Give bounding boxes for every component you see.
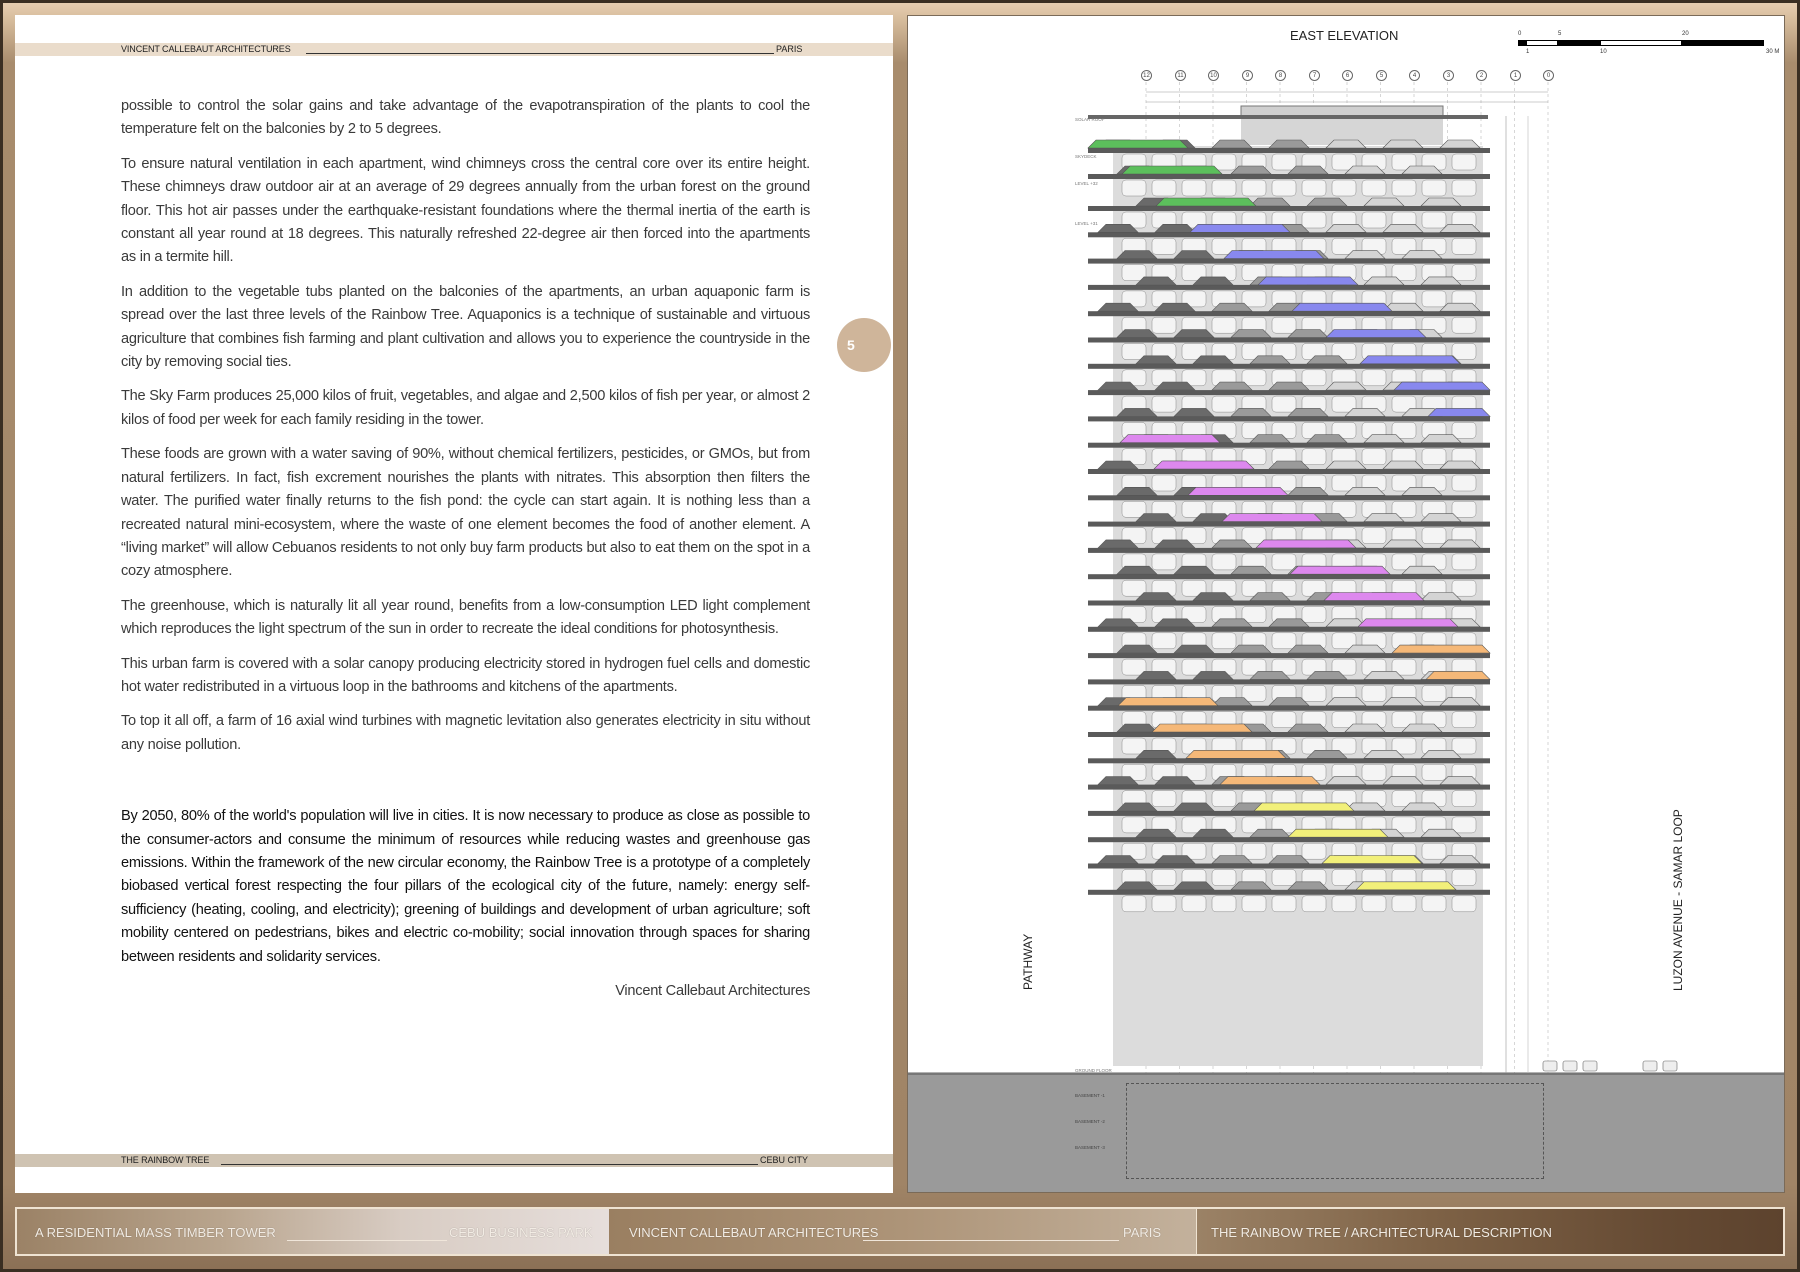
grid-axis-bubble: 4 — [1409, 70, 1420, 81]
street-label-pathway: PATHWAY — [1021, 933, 1035, 990]
basement-outline — [1126, 1083, 1544, 1179]
level-label: SKYDECK — [1075, 154, 1097, 159]
page-header — [15, 43, 893, 56]
header-left: VINCENT CALLEBAUT ARCHITECTURES — [121, 44, 291, 54]
level-label: GROUND FLOOR — [1075, 1068, 1112, 1073]
conclusion-paragraph: By 2050, 80% of the world's population will live in cities. It is now necessary to produce as close as possible to the consumer-actors and consume the minimum of resources while reducing wastes and greenhouse gas emissions. Within the framework of the new circular economy, the Rainbow Tree is a prototype of a completely biobased vertical forest respecting the four pillars of the ecological city of the future, namely: energy self-sufficiency (heating, cooling, and electricity); greening of buildings and development of urban agriculture; soft mobility centered on pedestrians, bikes and electric co-mobility; social innovation through spaces for sharing between residents and solidarity services. — [121, 808, 810, 965]
paragraph: To ensure natural ventilation in each apartment, wind chimneys cross the central core over its entire height. These chimneys draw outdoor air at an average of 29 degrees annually from the urban forest on the ground floor. This hot air passes under the earthquake-resistant foundations where the thermal inertia of the earth is constant all year round at 18 degrees. This naturally refreshed 22-degree air then forced into the apartments as in a termite hill. — [121, 155, 810, 266]
paragraph: In addition to the vegetable tubs planted on the balconies of the apartments, an urban aquaponic farm is spread over the last three levels of the Rainbow Tree. Aquaponics is a technique of sustainable and virtuous agriculture that combines fish farming and plant cultivation and allows you to experience the countryside in the city by removing social ties. — [121, 283, 810, 371]
project-subtitle: A RESIDENTIAL MASS TIMBER TOWER — [35, 1225, 276, 1240]
document-title: THE RAINBOW TREE / ARCHITECTURAL DESCRIPTION — [1211, 1225, 1552, 1240]
scale-label: 1 — [1526, 49, 1530, 55]
bar-rule — [863, 1240, 1119, 1241]
level-label: LEVEL +32 — [1075, 181, 1098, 186]
basement-label: BASEMENT -1 — [1075, 1093, 1105, 1098]
grid-axis-bubble: 2 — [1476, 70, 1487, 81]
paragraph: possible to control the solar gains and take advantage of the evapotranspiration of the plants to cool the temperature felt on the balconies by 2 to 5 degrees. — [121, 98, 810, 138]
header-right: PARIS — [776, 44, 803, 54]
bar-rule — [287, 1240, 447, 1241]
page-number-badge: 5 — [837, 318, 891, 372]
paragraph: To top it all off, a farm of 16 axial wind turbines with magnetic levitation also generates electricity in situ without any noise pollution. — [121, 713, 810, 753]
bottom-bar-project — [17, 1209, 609, 1254]
scale-label: 10 — [1600, 49, 1607, 55]
tower-elevation-graphic — [908, 16, 1785, 1193]
footer-right: CEBU CITY — [760, 1155, 809, 1165]
bottom-bar-firm — [609, 1209, 1197, 1254]
grid-axis-bubble: 7 — [1309, 70, 1320, 81]
bottom-bar-document — [1197, 1209, 1783, 1254]
basement-label: BASEMENT -2 — [1075, 1119, 1105, 1124]
scale-label: 0 — [1518, 31, 1522, 37]
paragraph: These foods are grown with a water saving of 90%, without chemical fertilizers, pesticides, or GMOs, but from natural fertilizers. In fact, fish excrement nourishes the plants with nitrates. This absorption then filters the water. The purified water finally returns to the fish pond: the cycle can start again. It is nothing less than a recreated natural mini-ecosystem, where the waste of one element becomes the food of another element. A “living market” will allow Cebuanos residents to not only buy farm products but also to eat them on the spot in a cozy atmosphere. — [121, 446, 810, 580]
bottom-title-bar — [15, 1207, 1785, 1256]
project-location: CEBU BUSINESS PARK — [449, 1225, 593, 1240]
grid-axis-bubble: 3 — [1443, 70, 1454, 81]
footer-left: THE RAINBOW TREE — [121, 1155, 210, 1165]
grid-axis-bubble: 6 — [1342, 70, 1353, 81]
level-label: LEVEL +31 — [1075, 221, 1098, 226]
grid-axis-bubble: 1 — [1510, 70, 1521, 81]
grid-axis-bubble: 9 — [1242, 70, 1253, 81]
grid-axis-bubble: 10 — [1208, 70, 1219, 81]
text-page — [15, 15, 893, 1193]
scale-label: 20 — [1682, 31, 1689, 37]
paragraph: The greenhouse, which is naturally lit all year round, benefits from a low-consumption LED light complement which reproduces the light spectrum of the sun in order to recreate the ideal conditions for photosynthesis. — [121, 597, 810, 638]
street-label-luzon-avenue: LUZON AVENUE - SAMAR LOOP — [1671, 809, 1685, 991]
firm-city: PARIS — [1123, 1225, 1162, 1240]
basement-section — [908, 1073, 1785, 1193]
elevation-drawing — [907, 15, 1785, 1193]
scale-label: 30 M — [1766, 49, 1780, 55]
grid-axis-bubble: 12 — [1141, 70, 1152, 81]
paragraph: This urban farm is covered with a solar canopy producing electricity stored in hydrogen fuel cells and domestic hot water redistributed in a virtuous loop in the bathrooms and kitchens of the apartments. — [121, 655, 810, 695]
scale-label: 5 — [1558, 31, 1562, 37]
grid-axis-bubble: 0 — [1543, 70, 1554, 81]
basement-label: BASEMENT -3 — [1075, 1145, 1105, 1150]
page-footer — [15, 1154, 893, 1167]
paragraph: The Sky Farm produces 25,000 kilos of fruit, vegetables, and algae and 2,500 kilos of fish per year, or almost 2 kilos of food per week for each family residing in the tower. — [121, 388, 810, 428]
footer-rule — [221, 1164, 758, 1165]
grid-axis-bubble: 5 — [1376, 70, 1387, 81]
header-rule — [306, 53, 774, 54]
grid-axis-bubble: 11 — [1175, 70, 1186, 81]
body-text — [121, 95, 810, 1014]
grid-axis-bubble: 8 — [1275, 70, 1286, 81]
signature: Vincent Callebaut Architectures — [615, 983, 810, 999]
drawing-title: EAST ELEVATION — [1290, 28, 1399, 43]
firm-name: VINCENT CALLEBAUT ARCHITECTURES — [629, 1225, 879, 1240]
level-label: SOLAR ROOF — [1075, 117, 1105, 122]
